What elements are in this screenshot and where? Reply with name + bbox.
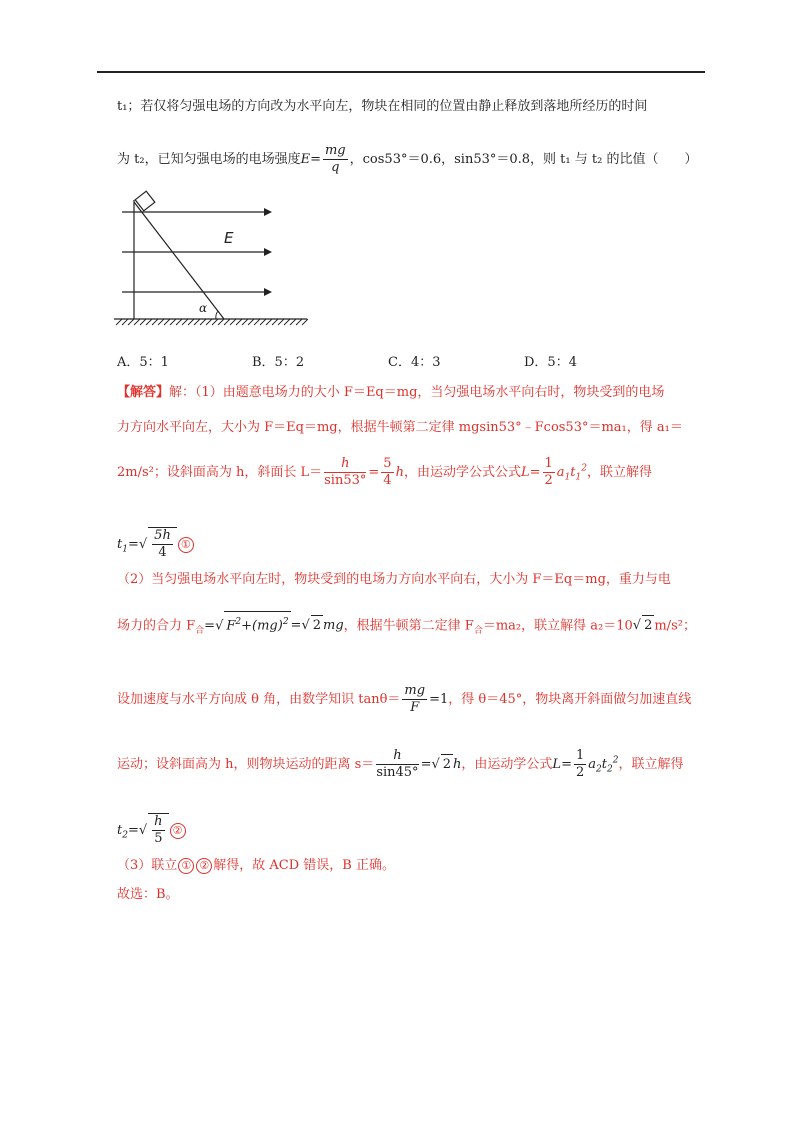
option-d[interactable]: D．5：4 <box>524 355 577 370</box>
option-a[interactable]: A．5：1 <box>117 355 169 370</box>
question-line-2-text-a: 为 t₂，已知匀强电场的电场强度 <box>117 152 301 167</box>
circle-marker-2: ② <box>170 823 186 839</box>
question-line-2: 为 t₂，已知匀强电场的电场强度E= $\frac{mg}{q}$ ，cos53°＝0.6，sin53°＝0.8，则 t₁ 与 t₂ 的比值（ ） <box>117 143 698 175</box>
answer-t1-formula: $t_1=√$ $\frac{5h}{4}$ ① <box>117 527 195 561</box>
angle-arc <box>216 311 218 319</box>
field-arrow-3 <box>264 288 272 296</box>
option-b[interactable]: B．5：2 <box>252 355 305 370</box>
field-label: E <box>224 229 234 247</box>
answer-final: 故选：B。 <box>117 887 179 902</box>
answer-p1-line-2: 力方向水平向左，大小为 F＝Eq＝mg，根据牛顿第二定律 mgsin53°﹣Fcos53°＝ma₁，得 a₁＝ <box>117 420 683 435</box>
field-arrow-2 <box>264 248 272 256</box>
answer-p1-line-1: 【解答】解：（1）由题意电场力的大小 F＝Eq＝mg，当匀强电场水平向右时，物块受到的电场 <box>117 385 665 400</box>
question-line-1: t₁；若仅将匀强电场的方向改为水平向左，物块在相同的位置由静止释放到落地所经历的时间 <box>117 99 648 114</box>
answer-t2-formula: $t_2=√$ $\frac{h}{5}$ ② <box>117 813 187 847</box>
answer-p2-line-2: 场力的合力 $F_合=√$ $F^2+(mg)^2$ =√ 2 mg，根据牛顿第二定律 $F_合=ma_2$，联立解得 a₂＝10√ 2 m/s²； <box>117 611 696 641</box>
angle-label: α <box>199 301 208 315</box>
answer-options <box>117 351 617 371</box>
field-arrow-1 <box>264 208 272 216</box>
answer-p2-line-3: 设加速度与水平方向成 θ 角，由数学知识 tanθ＝ $\frac{mg}{F}$ =1，得 θ＝45°，物块离开斜面做匀加速直线 <box>117 683 692 715</box>
header-rule <box>97 71 705 73</box>
answer-p2-line-4: 运动；设斜面高为 h，则物块运动的距离 s＝ $\frac{h}{\sin 45^\circ}$ =√ 2 h，由运动学公式L= $\frac{1}{2}$ $a_2t_2^2$，联立解得 <box>117 748 684 780</box>
circle-marker-1: ① <box>178 537 194 553</box>
answer-tag: 【解答】 <box>117 385 170 400</box>
answer-p3: （3）联立 ① ② 解得，故 ACD 错误，B 正确。 <box>117 858 395 873</box>
option-c[interactable]: C．4：3 <box>388 355 441 370</box>
answer-p2-line-1: （2）当匀强电场水平向左时，物块受到的电场力方向水平向右，大小为 F＝Eq＝mg，重力与电 <box>117 572 671 587</box>
incline-line <box>134 202 224 319</box>
question-line-2-text-b: ，cos53°＝0.6，sin53°＝0.8，则 t₁ 与 t₂ 的比值（ ） <box>349 152 698 167</box>
answer-p1-line-3: 2m/s²；设斜面高为 h，斜面长 L＝ $\frac{h}{\sin 53^\circ}$ = $\frac{5}{4}$ h，由运动学公式公式L= $\frac{1}{2}$ $a_1t_1^2$，联立解得 <box>117 456 653 488</box>
incline-figure <box>112 188 312 328</box>
ground-hatch <box>116 319 308 325</box>
